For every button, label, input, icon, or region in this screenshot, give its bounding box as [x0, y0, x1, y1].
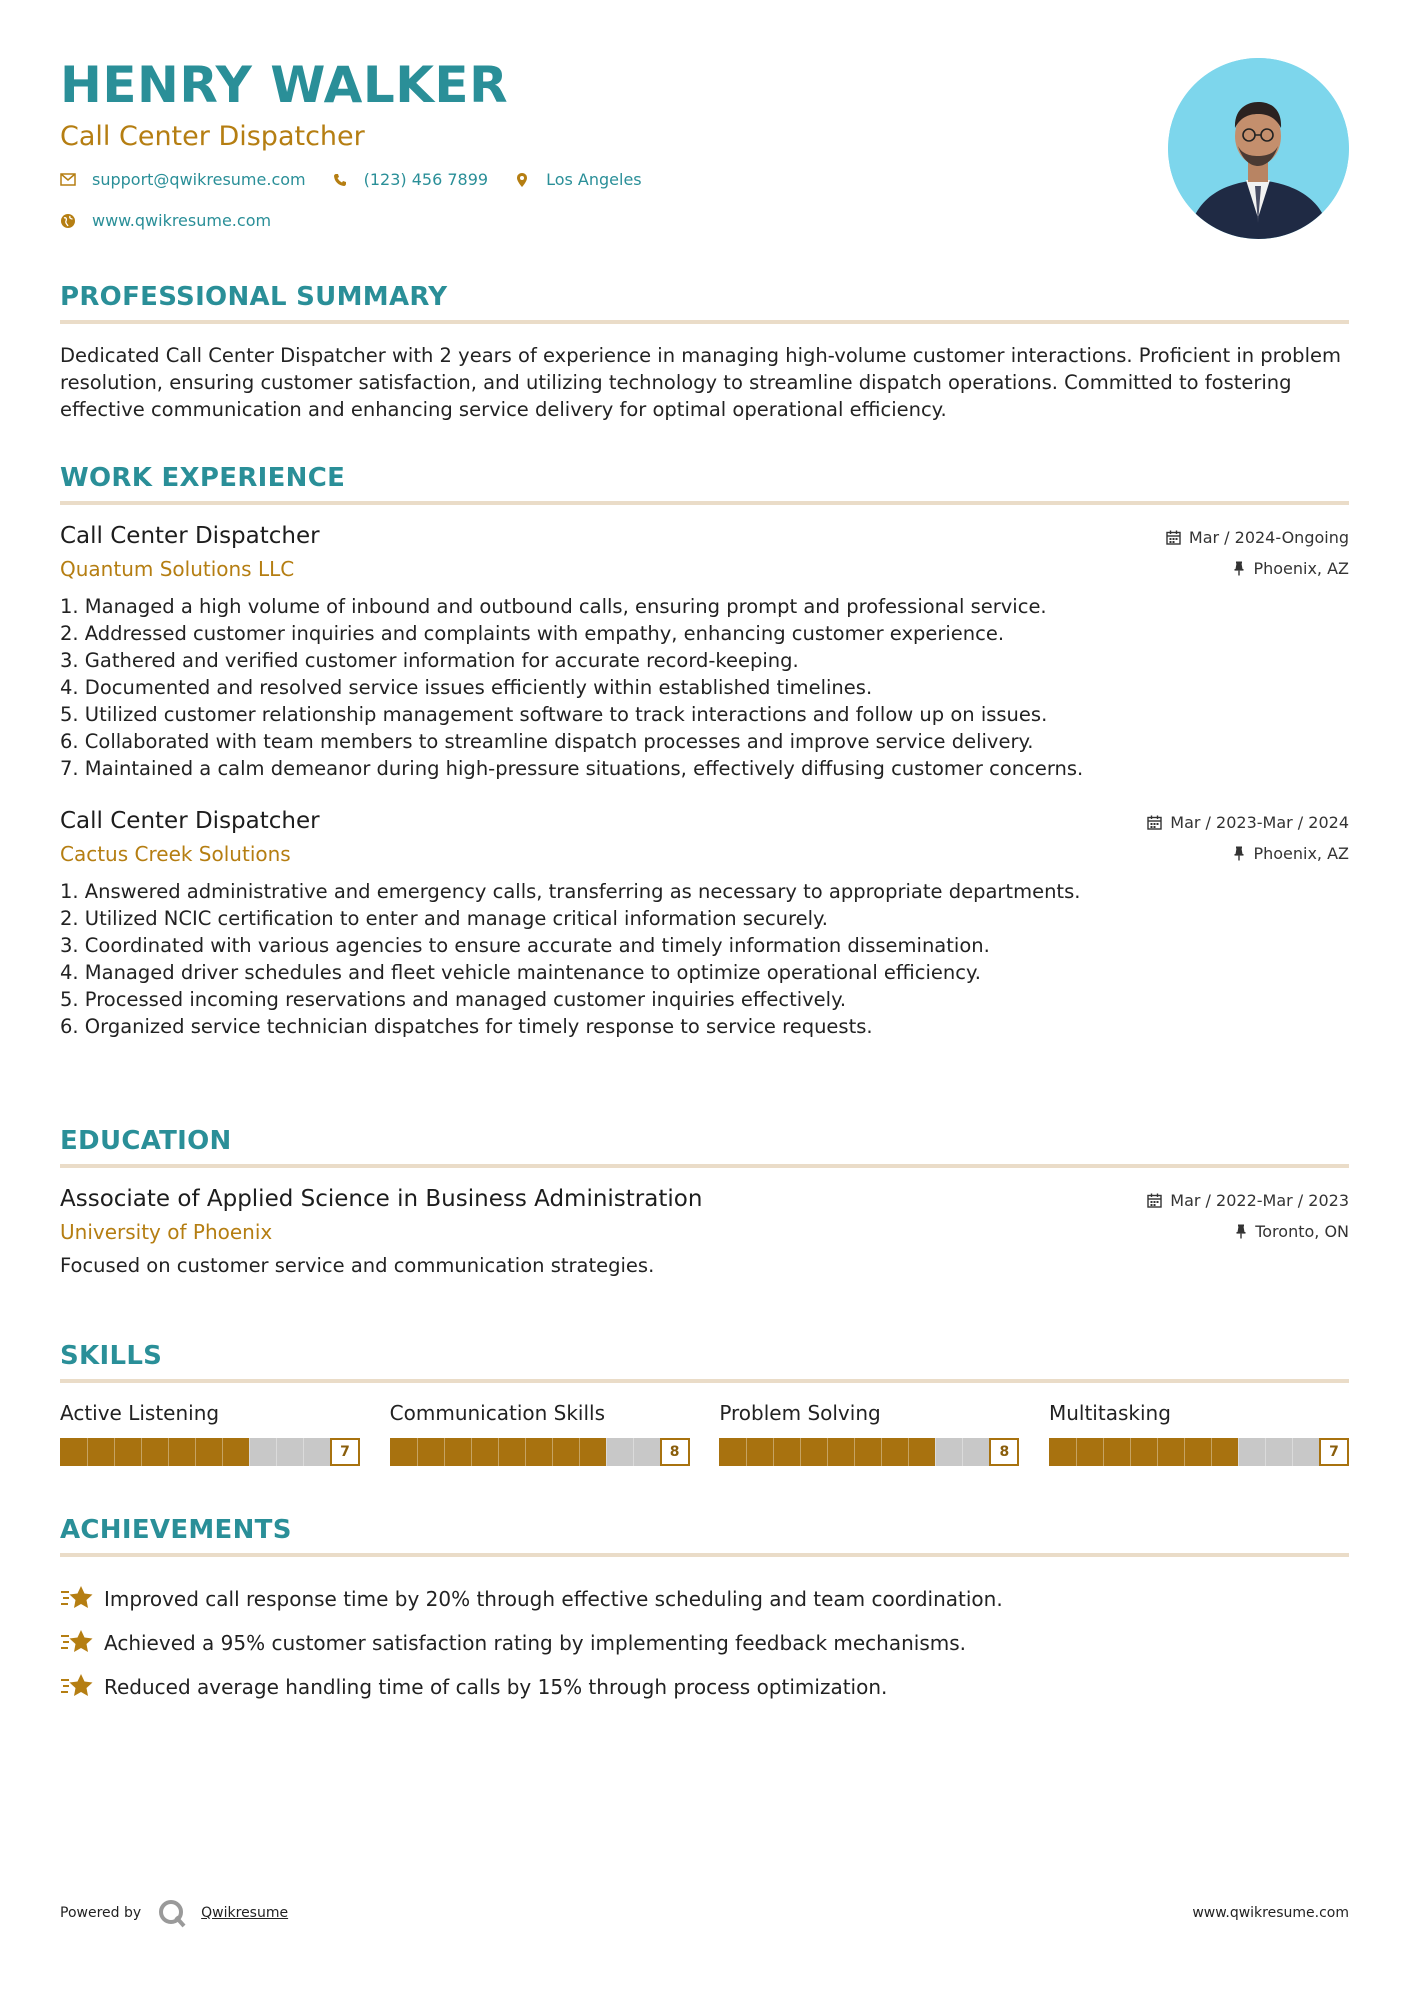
skill-bar-segment	[1184, 1438, 1185, 1466]
skill-bar-segment	[908, 1438, 909, 1466]
job-meta	[1147, 812, 1349, 874]
star-achievement-icon	[60, 1671, 94, 1703]
brand-link[interactable]: Qwikresume	[201, 1905, 289, 1921]
star-achievement-icon	[60, 1583, 94, 1615]
list-item: 6. Collaborated with team members to streamline dispatch processes and improve service delivery.	[60, 730, 1034, 753]
job-responsibilities	[60, 593, 1349, 782]
job-company: Quantum Solutions LLC	[60, 557, 295, 581]
achievements-section	[60, 1515, 1349, 1709]
map-pin-icon	[514, 172, 530, 188]
skill-name: Multitasking	[1048, 1401, 1171, 1425]
skill-score: 8	[989, 1438, 1019, 1466]
skill-name: Communication Skills	[389, 1401, 606, 1425]
achievement-item	[60, 1621, 1349, 1665]
skill-score: 7	[1319, 1438, 1349, 1466]
skill-bar-segment	[1211, 1438, 1212, 1466]
location-text: Los Angeles	[546, 170, 642, 189]
pushpin-icon	[1233, 846, 1245, 861]
list-item: 4. Documented and resolved service issues efficiently within established timelines.	[60, 676, 873, 699]
skill-item	[60, 1401, 360, 1467]
skill-bar-track	[719, 1438, 989, 1466]
job-dates: Mar / 2023-Mar / 2024	[1147, 812, 1349, 832]
skill-item	[719, 1401, 1019, 1467]
qwikresume-logo-icon	[157, 1898, 187, 1928]
list-item: 4. Managed driver schedules and fleet vehicle maintenance to optimize operational efficiency.	[60, 961, 981, 984]
skill-bar-segment	[579, 1438, 580, 1466]
skill-bar-segment	[1076, 1438, 1077, 1466]
skill-bar-segment	[444, 1438, 445, 1466]
skill-bar-segment	[773, 1438, 774, 1466]
candidate-name: HENRY WALKER	[60, 56, 509, 114]
skill-bar-segment	[417, 1438, 418, 1466]
education-entry	[60, 1186, 1349, 1277]
job-location: Phoenix, AZ	[1147, 843, 1349, 863]
profile-photo	[1168, 58, 1349, 239]
skill-bar-segment	[881, 1438, 882, 1466]
contact-row-2	[60, 211, 1060, 230]
skill-bar-segment	[1103, 1438, 1104, 1466]
skill-bar-fill	[60, 1438, 249, 1466]
website-link[interactable]: www.qwikresume.com	[92, 211, 272, 230]
list-item: 6. Organized service technician dispatches for timely response to service requests.	[60, 1015, 873, 1038]
summary-text: Dedicated Call Center Dispatcher with 2 years of experience in managing high-volume customer interactions. Proficient in problem resolution, ensuring customer satisfaction, and utilizing technology to streamline dispatch operations. Committed to fostering effective communication and enhancing service delivery for optimal operational efficiency.	[60, 344, 1341, 421]
skill-bar-track	[1049, 1438, 1319, 1466]
job-entry	[60, 808, 1349, 1040]
job-location: Phoenix, AZ	[1166, 558, 1349, 578]
skill-item	[1049, 1401, 1349, 1467]
skill-bar-segment	[854, 1438, 855, 1466]
pushpin-icon	[1235, 1224, 1247, 1239]
skill-bar-segment	[114, 1438, 115, 1466]
skills-heading: SKILLS	[60, 1341, 163, 1371]
phone-icon	[332, 172, 348, 188]
star-achievement-icon	[60, 1627, 94, 1659]
education-meta	[1147, 1190, 1349, 1252]
school-name: University of Phoenix	[60, 1220, 273, 1244]
email-text: support@qwikresume.com	[92, 170, 306, 189]
degree-title: Associate of Applied Science in Business Administration	[60, 1186, 703, 1212]
skill-bar	[1049, 1437, 1349, 1467]
skill-bar-segment	[1157, 1438, 1158, 1466]
education-section	[60, 1126, 1349, 1277]
education-dates: Mar / 2022-Mar / 2023	[1147, 1190, 1349, 1210]
resume-header	[60, 58, 1060, 230]
experience-section	[60, 463, 1349, 1040]
skill-bar-segment	[1130, 1438, 1131, 1466]
skill-name: Problem Solving	[719, 1401, 881, 1425]
skill-score: 8	[660, 1438, 690, 1466]
summary-section	[60, 282, 1349, 423]
skill-bar	[719, 1437, 1019, 1467]
skill-bar-segment	[962, 1438, 963, 1466]
achievements-heading: ACHIEVEMENTS	[60, 1515, 292, 1545]
contact-location	[514, 170, 642, 189]
skill-bar-segment	[1265, 1438, 1266, 1466]
skill-bar-segment	[168, 1438, 169, 1466]
skill-score: 7	[330, 1438, 360, 1466]
skill-bar-segment	[606, 1438, 607, 1466]
skill-bar-segment	[525, 1438, 526, 1466]
contact-email[interactable]	[60, 170, 306, 189]
globe-icon	[60, 213, 76, 229]
calendar-icon	[1147, 1193, 1162, 1208]
skill-bar-segment	[195, 1438, 196, 1466]
skill-bar-segment	[552, 1438, 553, 1466]
job-responsibilities	[60, 878, 1349, 1040]
skill-name: Active Listening	[60, 1401, 220, 1425]
job-meta	[1166, 527, 1349, 589]
contact-phone[interactable]	[332, 170, 488, 189]
skill-bar-segment	[498, 1438, 499, 1466]
skill-bar-segment	[87, 1438, 88, 1466]
skill-bar-segment	[1238, 1438, 1239, 1466]
achievement-text: Reduced average handling time of calls by 15% through process optimization.	[104, 1675, 888, 1699]
calendar-icon	[1166, 530, 1181, 545]
skill-bar-fill	[1049, 1438, 1238, 1466]
candidate-title: Call Center Dispatcher	[60, 121, 365, 152]
skill-bar	[60, 1437, 360, 1467]
skill-item	[390, 1401, 690, 1467]
powered-by	[60, 1898, 288, 1928]
list-item: 3. Gathered and verified customer information for accurate record-keeping.	[60, 649, 799, 672]
list-item: 5. Utilized customer relationship management software to track interactions and follow up on issues.	[60, 703, 1048, 726]
page-footer	[60, 1898, 1349, 1928]
skill-bar-segment	[303, 1438, 304, 1466]
list-item: 7. Maintained a calm demeanor during high-pressure situations, effectively diffusing customer concerns.	[60, 757, 1084, 780]
powered-by-label: Powered by	[60, 1905, 142, 1921]
skill-bar-segment	[800, 1438, 801, 1466]
skill-bar-segment	[471, 1438, 472, 1466]
skill-bar-segment	[633, 1438, 634, 1466]
contact-row	[60, 170, 1060, 189]
section-divider	[60, 1379, 1349, 1383]
achievement-text: Improved call response time by 20% through effective scheduling and team coordination.	[104, 1587, 1003, 1611]
skill-bar-segment	[827, 1438, 828, 1466]
skill-bar-segment	[276, 1438, 277, 1466]
section-divider	[60, 320, 1349, 324]
skill-bar-segment	[249, 1438, 250, 1466]
achievement-text: Achieved a 95% customer satisfaction rating by implementing feedback mechanisms.	[104, 1631, 967, 1655]
list-item: 2. Utilized NCIC certification to enter and manage critical information securely.	[60, 907, 829, 930]
list-item: 1. Answered administrative and emergency calls, transferring as necessary to appropriate departments.	[60, 880, 1081, 903]
summary-heading: PROFESSIONAL SUMMARY	[60, 282, 448, 312]
education-heading: EDUCATION	[60, 1126, 232, 1156]
skill-bar-segment	[141, 1438, 142, 1466]
education-location: Toronto, ON	[1147, 1221, 1349, 1241]
experience-heading: WORK EXPERIENCE	[60, 463, 346, 493]
skill-bar-segment	[935, 1438, 936, 1466]
skill-bar-segment	[1292, 1438, 1293, 1466]
list-item: 1. Managed a high volume of inbound and outbound calls, ensuring prompt and professional service.	[60, 595, 1047, 618]
education-description: Focused on customer service and communication strategies.	[60, 1254, 655, 1277]
mail-icon	[60, 172, 76, 188]
skill-bar-segment	[222, 1438, 223, 1466]
skills-list	[60, 1401, 1349, 1467]
job-dates: Mar / 2024-Ongoing	[1166, 527, 1349, 547]
footer-website[interactable]: www.qwikresume.com	[1192, 1905, 1349, 1921]
list-item: 3. Coordinated with various agencies to ensure accurate and timely information dissemination.	[60, 934, 990, 957]
achievement-item	[60, 1577, 1349, 1621]
calendar-icon	[1147, 815, 1162, 830]
job-entry	[60, 523, 1349, 782]
skill-bar	[390, 1437, 690, 1467]
skill-bar-segment	[746, 1438, 747, 1466]
section-divider	[60, 501, 1349, 505]
job-title: Call Center Dispatcher	[60, 808, 320, 834]
skill-bar-track	[60, 1438, 330, 1466]
achievements-list	[60, 1577, 1349, 1709]
pushpin-icon	[1233, 561, 1245, 576]
skills-section	[60, 1341, 1349, 1467]
phone-text: (123) 456 7899	[363, 170, 489, 189]
job-company: Cactus Creek Solutions	[60, 842, 291, 866]
list-item: 2. Addressed customer inquiries and complaints with empathy, enhancing customer experience.	[60, 622, 1005, 645]
section-divider	[60, 1164, 1349, 1168]
section-divider	[60, 1553, 1349, 1557]
achievement-item	[60, 1665, 1349, 1709]
list-item: 5. Processed incoming reservations and managed customer inquiries effectively.	[60, 988, 847, 1011]
skill-bar-track	[390, 1438, 660, 1466]
job-title: Call Center Dispatcher	[60, 523, 320, 549]
